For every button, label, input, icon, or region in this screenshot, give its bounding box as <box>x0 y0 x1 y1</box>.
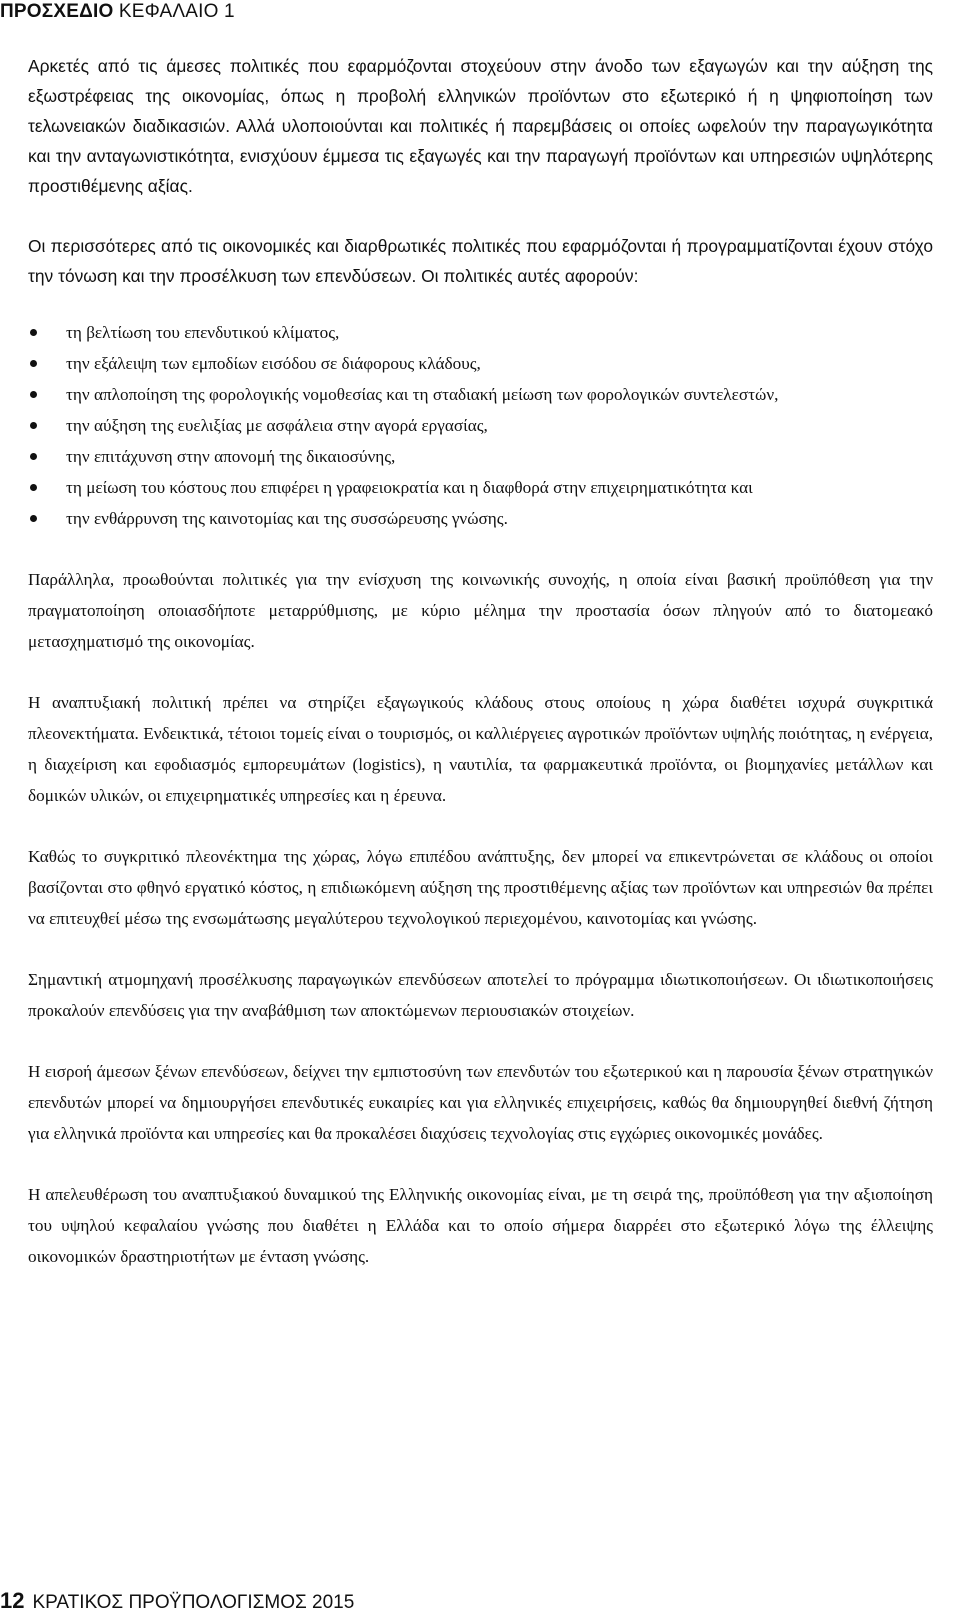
list-item: την απλοποίηση της φορολογικής νομοθεσίας και τη σταδιακή μείωση των φορολογικών συντελεστών, <box>28 379 933 410</box>
paragraph-export-sectors: Η αναπτυξιακή πολιτική πρέπει να στηρίζει εξαγωγικούς κλάδους στους οποίους η χώρα διαθέτει ισχυρά συγκριτικά πλεονεκτήματα. Ενδεικτικά, τέτοιοι τομείς είναι ο τουρισμός, οι καλλιέργειες αγροτικών προϊόντων υψηλής ποιότητας, η ενέργεια, η διαχείριση και εφοδιασμός εμπορευμάτων (logistics), η ναυτιλία, τα φαρμακευτικά προϊόντα, οι βιομηχανίες μετάλλων και δομικών υλικών, οι επιχειρηματικές υπηρεσίες και η έρευνα. <box>28 693 933 805</box>
policy-bullet-list <box>28 317 933 534</box>
list-item: τη μείωση του κόστους που επιφέρει η γραφειοκρατία και η διαφθορά στην επιχειρηματικότητα και <box>28 472 933 503</box>
paragraph-knowledge-capital: Η απελευθέρωση του αναπτυξιακού δυναμικού της Ελληνικής οικονομίας είναι, με τη σειρά της, προϋπόθεση για την αξιοποίηση του υψηλού κεφαλαίου γνώσης που διαθέτει η Ελλάδα και το οποίο σήμερα διαρρέει στο εξωτερικό λόγω της έλλειψης οικονομικών δραστηριοτήτων με ένταση γνώσης. <box>28 1185 933 1266</box>
bullet-icon <box>30 484 37 491</box>
page-number: 12 <box>0 1588 25 1613</box>
paragraph-investment-policies: Οι περισσότερες από τις οικονομικές και διαρθρωτικές πολιτικές που εφαρμόζονται ή προγραμματίζονται έχουν στόχο την τόνωση και την προσέλκυση των επενδύσεων. Οι πολιτικές αυτές αφορούν: <box>28 236 933 286</box>
footer-title: ΚΡΑΤΙΚΟΣ ΠΡΟΫΠΟΛΟΓΙΣΜΟΣ 2015 <box>32 1592 355 1613</box>
bullet-icon <box>30 515 37 522</box>
bullet-icon <box>30 391 37 398</box>
bullet-icon <box>30 453 37 460</box>
header-draft-label: ΠΡΟΣΧΕΔΙΟ <box>0 1 114 22</box>
paragraph-social-cohesion: Παράλληλα, προωθούνται πολιτικές για την ενίσχυση της κοινωνικής συνοχής, η οποία είναι βασική προϋπόθεση για την πραγματοποίηση οποιασδήποτε μεταρρύθμισης, με κύριο μέλημα την προστασία όσων πληγούν από το διατομεακό μετασχηματισμό της οικονομίας. <box>28 570 933 651</box>
paragraph-exports: Αρκετές από τις άμεσες πολιτικές που εφαρμόζονται στοχεύουν στην άνοδο των εξαγωγών και την αύξηση της εξωστρέφειας της οικονομίας, όπως η προβολή ελληνικών προϊόντων στο εξωτερικό ή η ψηφιοποίηση των τελωνειακών διαδικασιών. Αλλά υλοποιούνται και πολιτικές ή παρεμβάσεις οι οποίες ωφελούν την παραγωγικότητα και την ανταγωνιστικότητα, ενισχύουν έμμεσα τις εξαγωγές και την παραγωγή προϊόντων και υπηρεσιών υψηλότερης προστιθέμενης αξίας. <box>28 56 933 196</box>
running-header <box>0 0 235 24</box>
list-item: την αύξηση της ευελιξίας με ασφάλεια στην αγορά εργασίας, <box>28 410 933 441</box>
paragraph-privatisation: Σημαντική ατμομηχανή προσέλκυσης παραγωγικών επενδύσεων αποτελεί το πρόγραμμα ιδιωτικοποιήσεων. Οι ιδιωτικοποιήσεις προκαλούν επενδύσεις για την αναβάθμιση των αποκτώμενων περιουσιακών στοιχείων. <box>28 970 933 1020</box>
paragraph-foreign-investment: Η εισροή άμεσων ξένων επενδύσεων, δείχνει την εμπιστοσύνη των επενδυτών του εξωτερικού και η παρουσία ξένων στρατηγικών επενδυτών μπορεί να δημιουργήσει επενδυτικές ευκαιρίες και για ελληνικές επιχειρήσεις, καθώς θα δημιουργηθεί διεθνή ζήτηση για ελληνικά προϊόντα και υπηρεσίες και θα προκαλέσει διαχύσεις τεχνολογίας στις εγχώριες οικονομικές μονάδες. <box>28 1062 933 1143</box>
bullet-icon <box>30 360 37 367</box>
paragraph-comparative-advantage: Καθώς το συγκριτικό πλεονέκτημα της χώρας, λόγω επιπέδου ανάπτυξης, δεν μπορεί να επικεντρώνεται σε κλάδους οι οποίοι βασίζονται στο φθηνό εργατικό κόστος, η επιδιωκόμενη αύξηση της προστιθέμενης αξίας των προϊόντων και υπηρεσιών θα πρέπει να επιτευχθεί μέσω της ενσωμάτωσης μεγαλύτερου τεχνολογικού περιεχομένου, καινοτομίας και γνώσης. <box>28 847 933 928</box>
list-item: τη βελτίωση του επενδυτικού κλίματος, <box>28 317 933 348</box>
page-body <box>28 51 933 1272</box>
list-item: την ενθάρρυνση της καινοτομίας και της συσσώρευσης γνώσης. <box>28 503 933 534</box>
page-footer <box>0 1588 354 1617</box>
bullet-icon <box>30 329 37 336</box>
list-item: την επιτάχυνση στην απονομή της δικαιοσύνης, <box>28 441 933 472</box>
list-item: την εξάλειψη των εμποδίων εισόδου σε διάφορους κλάδους, <box>28 348 933 379</box>
bullet-icon <box>30 422 37 429</box>
header-chapter-label: ΚΕΦΑΛΑΙΟ 1 <box>118 1 235 22</box>
